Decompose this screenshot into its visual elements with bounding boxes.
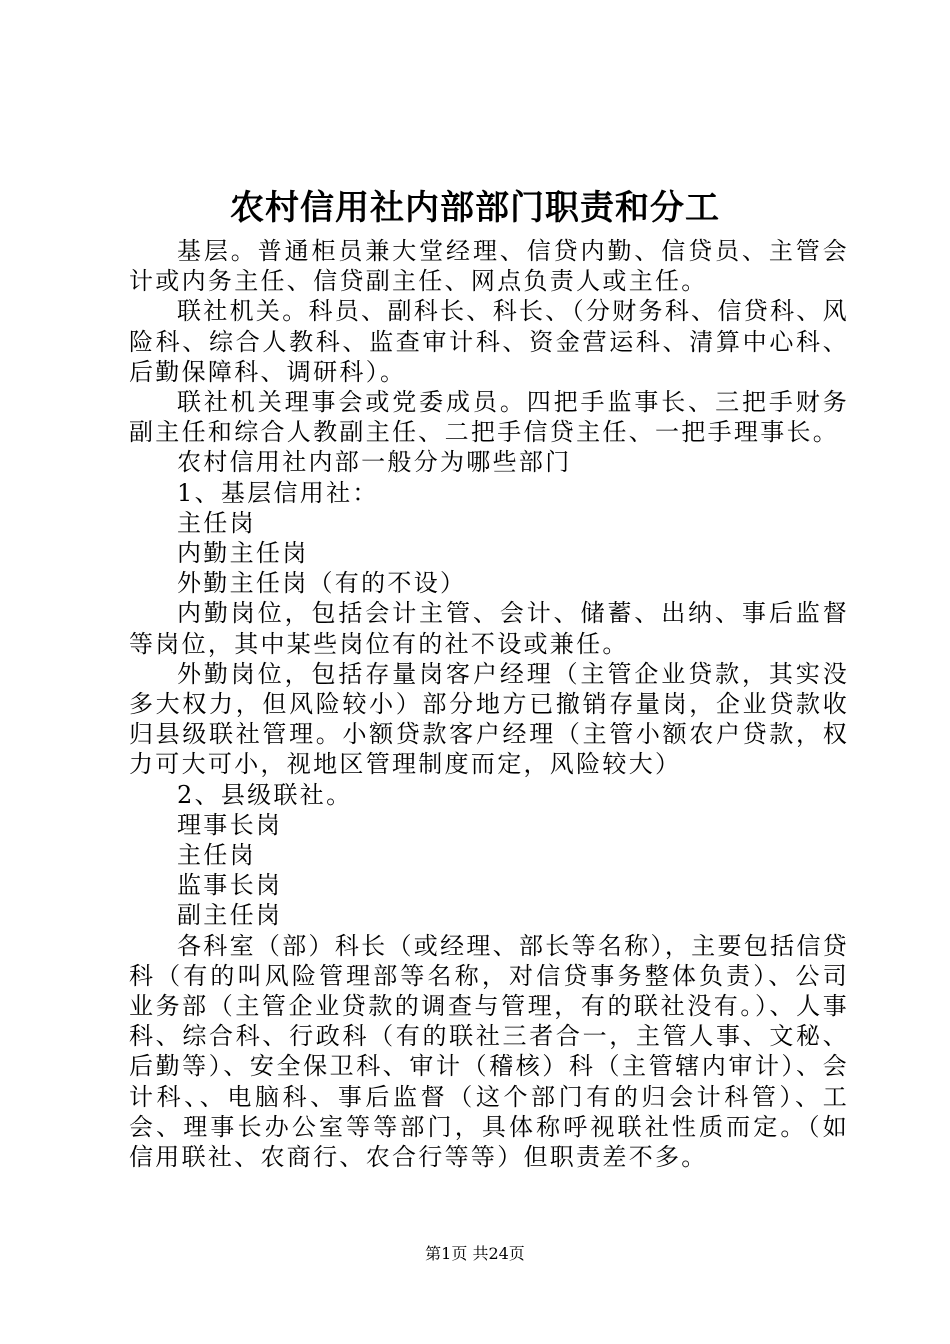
section-heading-county: 2、县级联社。 [177, 780, 353, 809]
list-item: 理事长岗 [177, 810, 283, 839]
paragraph-external-posts: 外勤岗位，包括存量岗客户经理（主管企业贷款，其实没多大权力，但风险较小）部分地方已撤销存量岗，企业贷款收归县级联社管理。小额贷款客户经理（主管小额农户贷款，权力可大可小，视地区管理制度而定，风险较大） [129, 659, 849, 779]
paragraph-union-office: 联社机关。科员、副科长、科长、（分财务科、信贷科、风险科、综合人教科、监查审计科、资金营运科、清算中心科、后勤保障科、调研科）。 [129, 297, 849, 386]
list-item: 监事长岗 [177, 871, 283, 900]
page-number: 第1页 共24页 [425, 1244, 525, 1263]
list-item: 副主任岗 [177, 901, 283, 930]
list-item: 主任岗 [177, 841, 256, 870]
document-title: 农村信用社内部部门职责和分工 [230, 188, 720, 228]
paragraph-board-members: 联社机关理事会或党委成员。四把手监事长、三把手财务副主任和综合人教副主任、二把手信贷主任、一把手理事长。 [129, 388, 849, 447]
paragraph-question: 农村信用社内部一般分为哪些部门 [177, 448, 572, 477]
list-item: 内勤主任岗 [177, 539, 309, 568]
list-item: 主任岗 [177, 508, 256, 537]
list-item: 外勤主任岗（有的不设） [177, 569, 467, 598]
paragraph-departments: 各科室（部）科长（或经理、部长等名称），主要包括信贷科（有的叫风险管理部等名称，对信贷事务整体负责）、公司业务部（主管企业贷款的调查与管理，有的联社没有。）、人事科、综合科、行政科（有的联社三者合一，主管人事、文秘、后勤等）、安全保卫科、审计（稽核）科（主管辖内审计）、会计科、、电脑科、事后监督（这个部门有的归会计科管）、工会、理事长办公室等等部门，具体称呼视联社性质而定。（如信用联社、农商行、农合行等等）但职责差不多。 [129, 931, 849, 1172]
paragraph-grassroots: 基层。普通柜员兼大堂经理、信贷内勤、信贷员、主管会计或内务主任、信贷副主任、网点负责人或主任。 [129, 237, 849, 296]
section-heading-grassroots: 1、基层信用社： [177, 478, 379, 507]
paragraph-internal-posts: 内勤岗位，包括会计主管、会计、储蓄、出纳、事后监督等岗位，其中某些岗位有的社不设或兼任。 [129, 599, 849, 658]
document-body [129, 236, 849, 1172]
